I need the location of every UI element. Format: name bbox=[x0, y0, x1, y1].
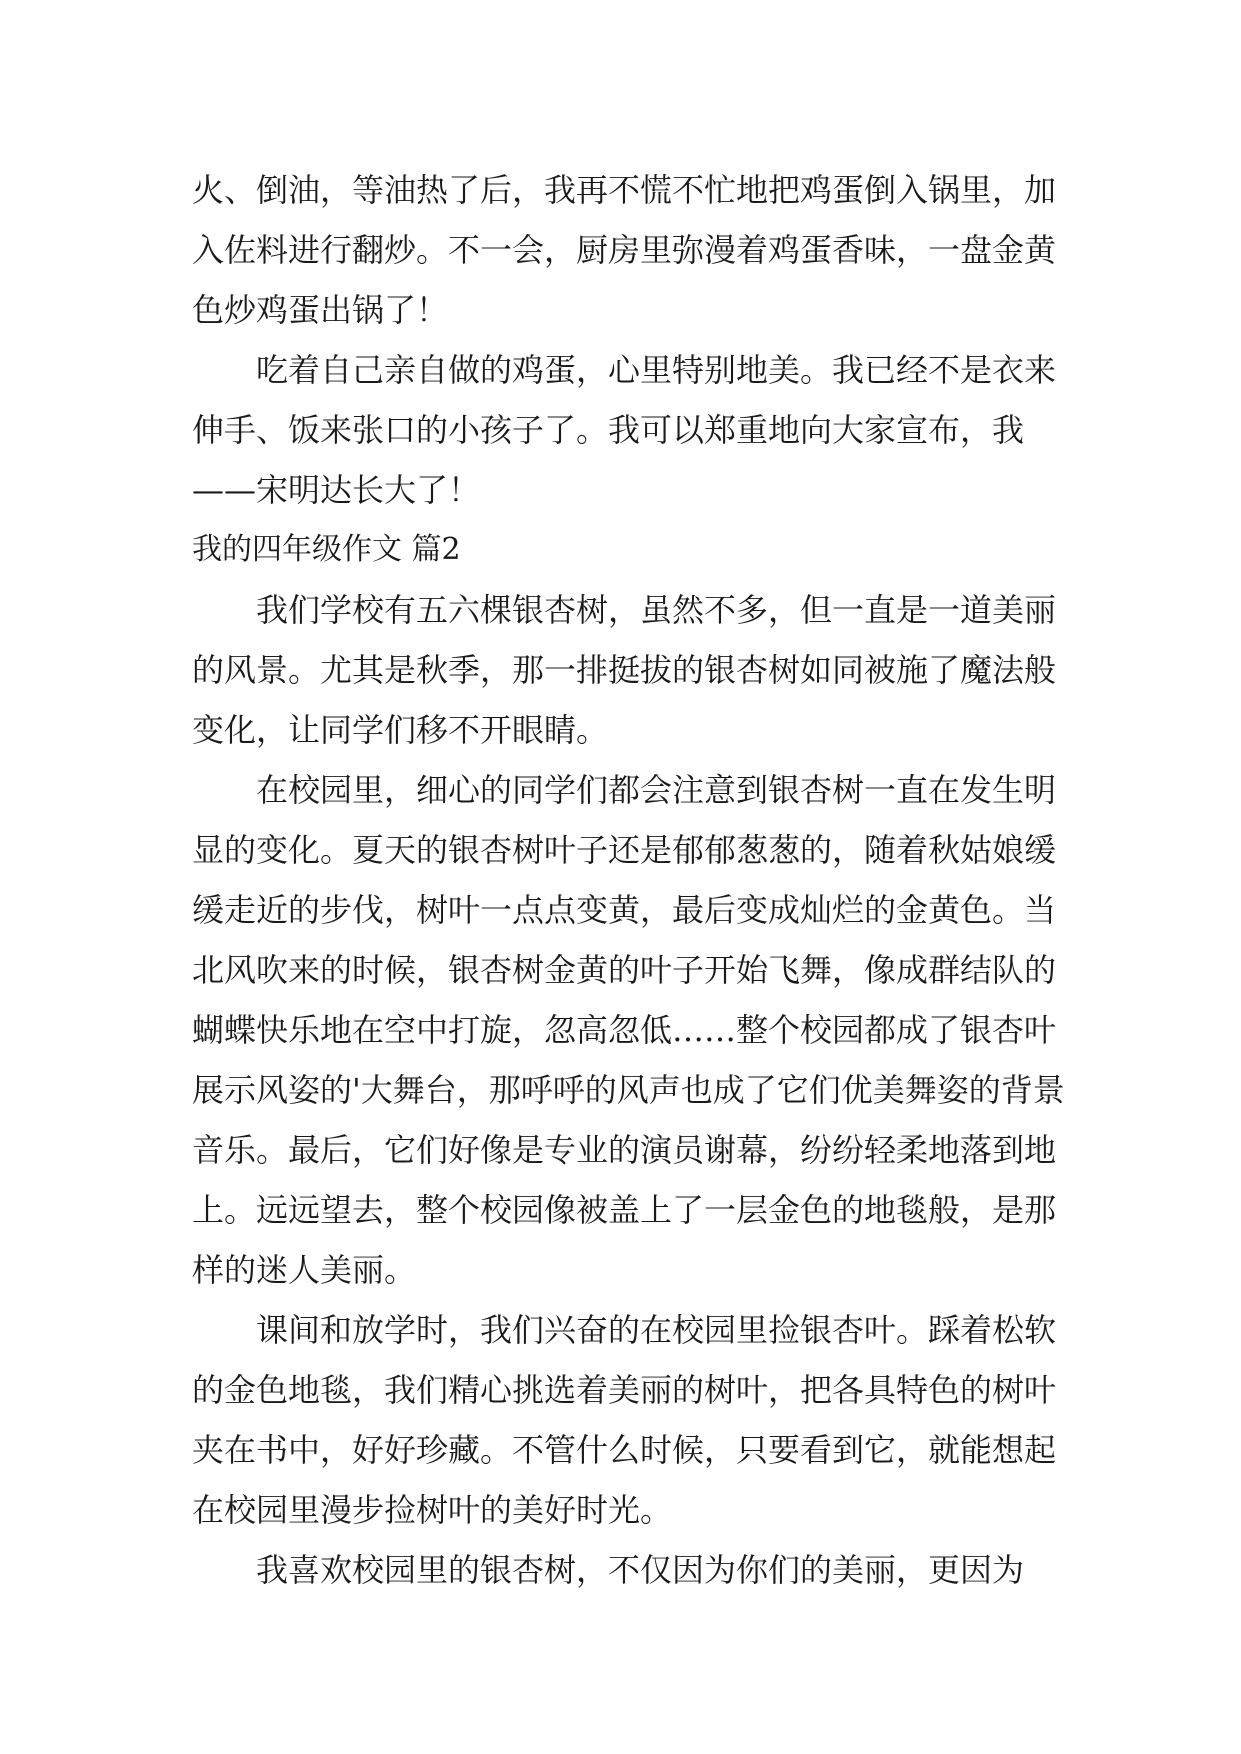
section-heading: 我的四年级作文 篇2 bbox=[192, 532, 461, 567]
paragraph-3: 我们学校有五六棵银杏树，虽然不多，但一直是一道美丽的风景。尤其是秋季，那一排挺拔的银杏树如同被施了魔法般变化，让同学们移不开眼睛。 bbox=[192, 591, 1057, 749]
paragraph-2: 吃着自己亲自做的鸡蛋，心里特别地美。我已经不是衣来伸手、饭来张口的小孩子了。我可以郑重地向大家宣布，我——宋明达长大了！ bbox=[192, 351, 1057, 509]
paragraph-4: 在校园里，细心的同学们都会注意到银杏树一直在发生明显的变化。夏天的银杏树叶子还是郁郁葱葱的，随着秋姑娘缓缓走近的步伐，树叶一点点变黄，最后变成灿烂的金黄色。当北风吹来的时候，银杏树金黄的叶子开始飞舞，像成群结队的蝴蝶快乐地在空中打旋，忽高忽低……整个校园都成了银杏叶展示风姿的'大舞台，那呼呼的风声也成了它们优美舞姿的背景音乐。最后，它们好像是专业的演员谢幕，纷纷轻柔地落到地上。远远望去，整个校园像被盖上了一层金色的地毯般，是那样的迷人美丽。 bbox=[192, 771, 1065, 1289]
paragraph-5: 课间和放学时，我们兴奋的在校园里捡银杏叶。踩着松软的金色地毯，我们精心挑选着美丽的树叶，把各具特色的树叶夹在书中，好好珍藏。不管什么时候，只要看到它，就能想起在校园里漫步捡树叶的美好时光。 bbox=[192, 1311, 1057, 1529]
paragraph-6: 我喜欢校园里的银杏树，不仅因为你们的美丽，更因为 bbox=[256, 1551, 1025, 1589]
document-body bbox=[192, 160, 1072, 1600]
paragraph-1: 火、倒油，等油热了后，我再不慌不忙地把鸡蛋倒入锅里，加入佐料进行翻炒。不一会，厨房里弥漫着鸡蛋香味，一盘金黄色炒鸡蛋出锅了！ bbox=[192, 171, 1057, 329]
